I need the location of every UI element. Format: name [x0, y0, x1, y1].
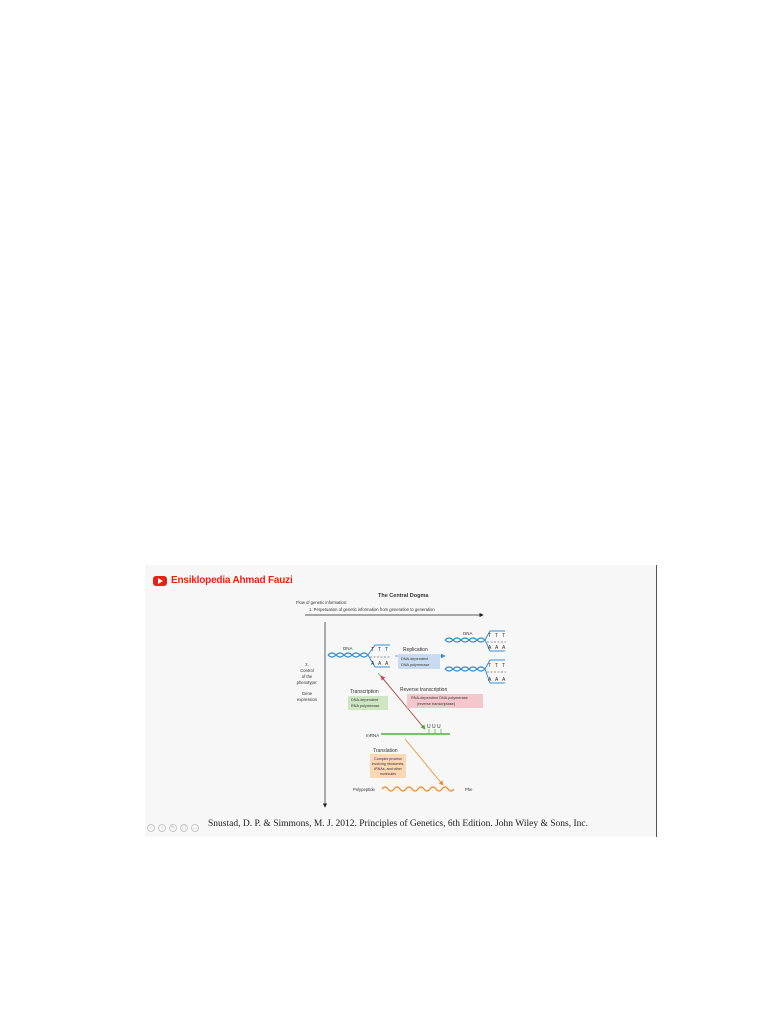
control-line-1: 2.	[305, 662, 309, 667]
translation-note-line-1: Complex process	[374, 757, 402, 761]
gene-expression-line-1: Gene	[301, 691, 313, 696]
translation-label: Translation	[373, 748, 398, 754]
translation-note-line-3: tRNAs, and other	[374, 767, 402, 771]
svg-text:A: A	[502, 645, 506, 651]
codon-label: U U U	[427, 724, 441, 730]
dna-left-label: DNA	[343, 646, 353, 651]
svg-text:A: A	[385, 661, 389, 667]
slide-controls	[147, 824, 199, 832]
svg-text:T: T	[495, 633, 499, 639]
view-icon[interactable]: ▢	[181, 825, 187, 831]
svg-text:T: T	[495, 663, 499, 669]
more-icon[interactable]: …	[192, 825, 198, 831]
reverse-enzyme-line-2: (reverse transcriptase)	[417, 702, 455, 706]
svg-text:T: T	[502, 633, 506, 639]
svg-text:T: T	[371, 647, 375, 653]
citation-caption: Snustad, D. P. & Simmons, M. J. 2012. Principles of Genetics, 6th Edition. John Wiley & Sons, Inc.	[208, 819, 588, 829]
next-icon[interactable]: ›	[158, 824, 166, 832]
svg-text:T: T	[385, 647, 389, 653]
svg-text:T: T	[488, 663, 492, 669]
polypeptide-label: Polypeptide	[353, 787, 375, 792]
translation-note-line-4: molecules	[379, 772, 397, 776]
svg-text:T: T	[488, 633, 492, 639]
control-line-3: of the	[301, 674, 313, 679]
dna-right-label: DNA	[463, 631, 473, 636]
svg-text:A: A	[495, 677, 499, 683]
phe-label: Phe	[465, 787, 473, 792]
perpetuation-label: 1. Perpetuation of genetic information from generation to generation	[309, 607, 435, 612]
svg-text:A: A	[371, 661, 375, 667]
transcription-enzyme-line-1: DNA-dependent	[351, 698, 379, 702]
dna-right-bases	[488, 633, 506, 683]
pen-icon[interactable]: ✎	[170, 825, 176, 831]
reverse-enzyme-line-1: RNA-dependent DNA polymerase	[411, 696, 468, 700]
reverse-transcription-label: Reverse transcription	[400, 687, 448, 693]
brand-name: Ensiklopedia Ahmad Fauzi	[171, 575, 293, 586]
translation-note-line-2: involving ribosomes,	[371, 762, 405, 766]
control-line-4: phenotype:	[296, 680, 318, 685]
gene-expression-line-2: expression	[296, 697, 318, 702]
translation-arrow	[405, 739, 443, 785]
control-line-2: Control	[300, 668, 314, 673]
slide	[145, 565, 657, 837]
svg-text:A: A	[488, 677, 492, 683]
transcription-label: Transcription	[350, 689, 379, 695]
polypeptide-chain	[382, 787, 454, 791]
prev-icon[interactable]: ‹	[147, 824, 155, 832]
replication-enzyme-line-1: DNA-dependent	[401, 657, 429, 661]
svg-text:A: A	[502, 677, 506, 683]
svg-text:A: A	[495, 645, 499, 651]
svg-text:T: T	[378, 647, 382, 653]
transcription-enzyme-line-2: RNA polymerase	[351, 704, 380, 708]
svg-text:A: A	[488, 645, 492, 651]
flow-label: Flow of genetic information:	[296, 600, 348, 605]
diagram-title: The Central Dogma	[378, 593, 429, 599]
replication-label: Replication	[403, 647, 428, 653]
svg-text:A: A	[378, 661, 382, 667]
svg-text:T: T	[502, 663, 506, 669]
central-dogma-diagram	[145, 565, 657, 837]
replication-enzyme-line-2: DNA polymerase	[401, 663, 430, 667]
mrna-label: mRNA	[366, 733, 380, 738]
